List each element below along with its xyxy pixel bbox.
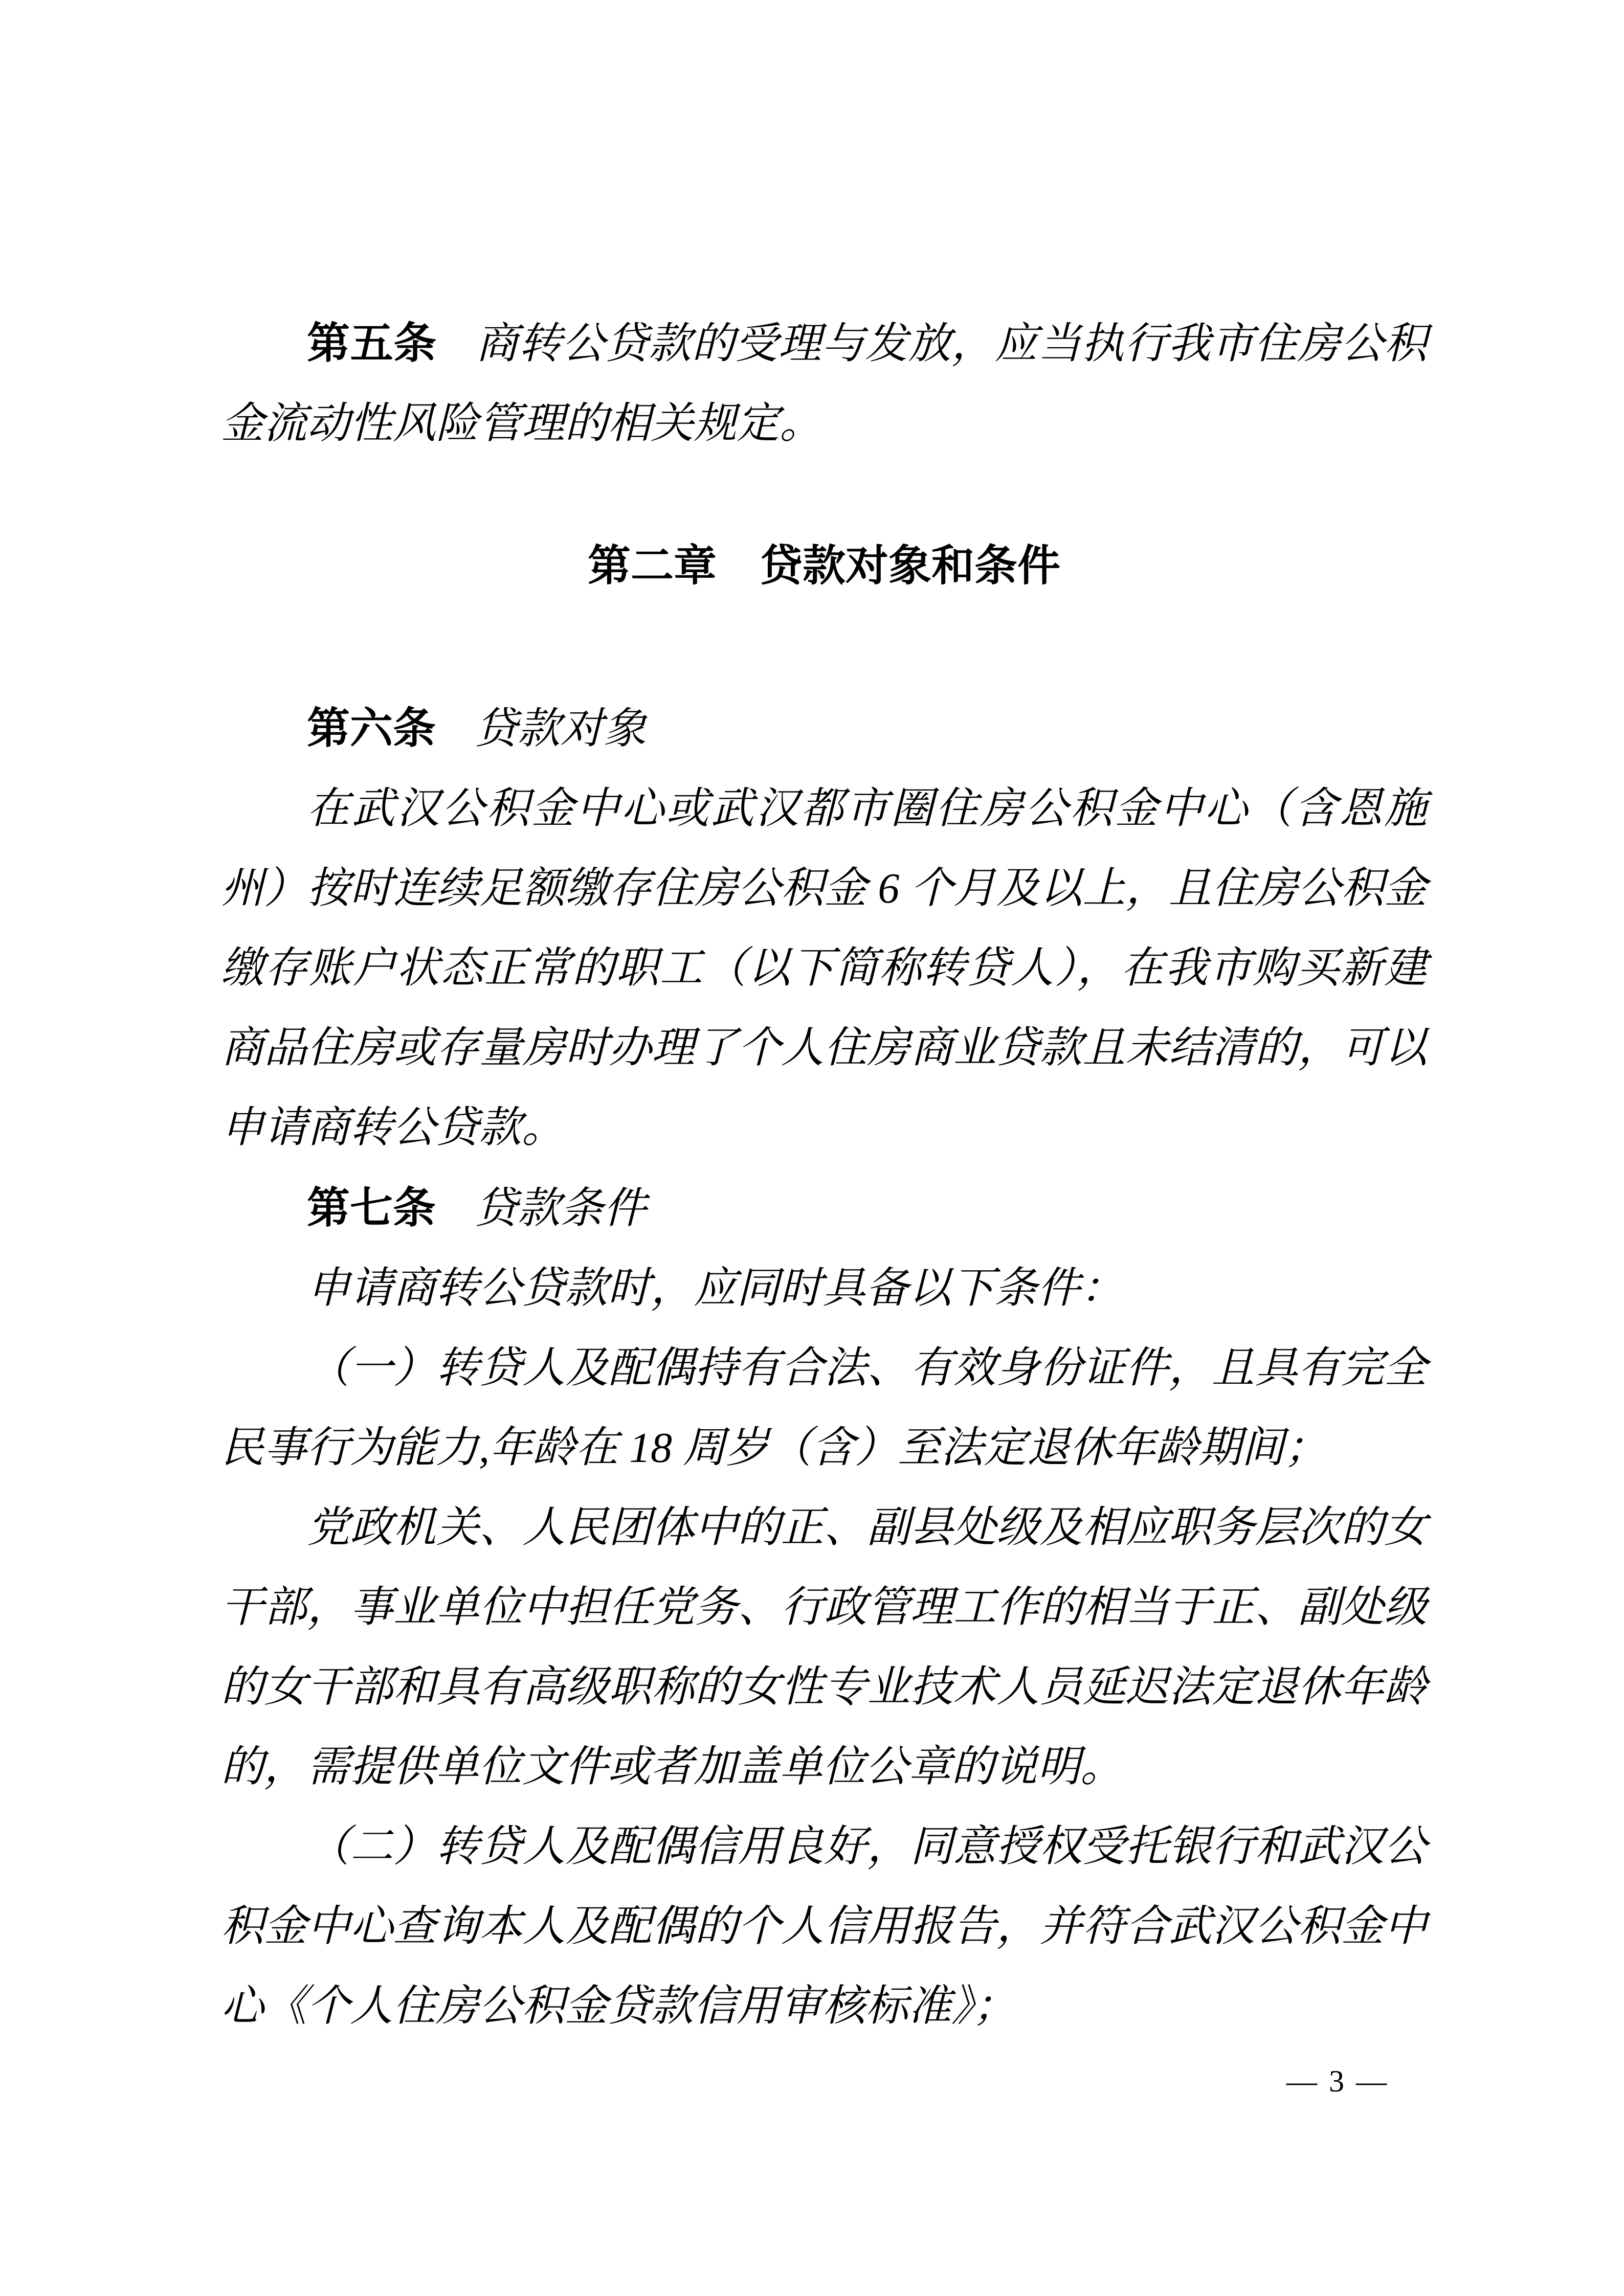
article-7-title: 贷款条件 — [474, 1185, 647, 1232]
article-7-intro-paragraph: 申请商转公贷款时，应同时具备以下条件： — [307, 1265, 1124, 1312]
condition-item-1-note-paragraph: 党政机关、人民团体中的正、副县处级及相应职务层次的女干部，事业单位中担任党务、行政管理工作的相当于正、副处级的女干部和具有高级职称的女性专业技术人员延迟法定退休年龄的，需提供单位文件或者加盖单位公章的说明。 — [221, 1504, 1427, 1791]
page-number: — 3 — — [1286, 2064, 1389, 2098]
article-6-title: 贷款对象 — [474, 705, 647, 753]
article-6-body-paragraph: 在武汉公积金中心或武汉都市圈住房公积金中心（含恩施州）按时连续足额缴存住房公积金 6 个月及以上，且住房公积金缴存账户状态正常的职工（以下简称转贷人），在我市购买新建商品住房或存量房时办理了个人住房商业贷款且未结清的，可以申请商转公贷款。 — [221, 785, 1427, 1152]
article-5-number: 第五条 — [307, 319, 437, 367]
chapter-2-heading: 第二章 贷款对象和条件 — [587, 542, 1060, 590]
condition-item-1-paragraph: （一）转贷人及配偶持有合法、有效身份证件，且具有完全民事行为能力,年龄在 18 周岁（含）至法定退休年龄期间； — [221, 1344, 1427, 1472]
article-5-text: 商转公贷款的受理与发放，应当执行我市住房公积金流动性风险管理的相关规定。 — [221, 320, 1427, 447]
article-6-number: 第六条 — [307, 704, 436, 752]
article-5-paragraph — [221, 303, 1427, 464]
article-6-paragraph — [221, 688, 1427, 769]
article-7-paragraph — [221, 1168, 1427, 1249]
condition-item-2-paragraph: （二）转贷人及配偶信用良好，同意授权受托银行和武汉公积金中心查询本人及配偶的个人信用报告，并符合武汉公积金中心《个人住房公积金贷款信用审核标准》； — [221, 1823, 1427, 2030]
article-7-number: 第七条 — [307, 1184, 436, 1232]
